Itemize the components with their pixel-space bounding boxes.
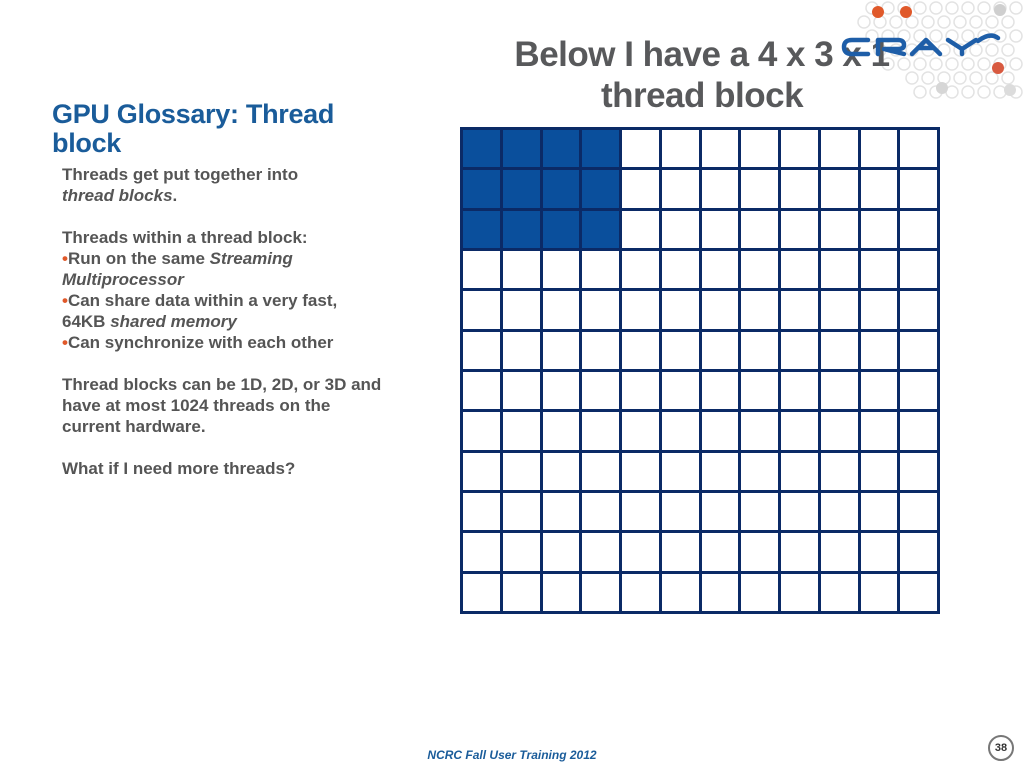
thread-cell	[900, 251, 937, 288]
thread-cell	[463, 574, 500, 611]
thread-cell	[543, 493, 580, 530]
thread-cell	[821, 533, 858, 570]
thread-cell	[543, 574, 580, 611]
thread-cell	[702, 372, 739, 409]
thread-cell	[781, 291, 818, 328]
thread-cell	[662, 412, 699, 449]
thread-cell	[741, 533, 778, 570]
thread-cell	[582, 332, 619, 369]
thread-cell	[781, 170, 818, 207]
thread-cell	[781, 332, 818, 369]
heading-line-2: thread block	[600, 76, 804, 115]
thread-cell	[463, 412, 500, 449]
cray-logo	[838, 30, 1002, 70]
thread-cell	[662, 332, 699, 369]
thread-cell	[781, 453, 818, 490]
thread-cell	[662, 533, 699, 570]
thread-cell	[463, 251, 500, 288]
thread-cell	[702, 533, 739, 570]
thread-cell	[662, 453, 699, 490]
thread-cell	[463, 372, 500, 409]
thread-cell	[741, 574, 778, 611]
thread-cell-in-block	[463, 170, 500, 207]
paragraph-dimensions: Thread blocks can be 1D, 2D, or 3D and have at most 1024 threads on the current hardware.	[62, 375, 382, 436]
thread-cell	[781, 412, 818, 449]
thread-cell-in-block	[582, 170, 619, 207]
thread-cell	[821, 332, 858, 369]
thread-cell	[622, 412, 659, 449]
thread-cell	[622, 211, 659, 248]
thread-cell	[463, 291, 500, 328]
thread-cell	[543, 453, 580, 490]
thread-cell	[543, 533, 580, 570]
thread-cell	[622, 372, 659, 409]
thread-cell-in-block	[582, 130, 619, 167]
thread-cell	[781, 130, 818, 167]
thread-cell	[861, 533, 898, 570]
thread-cell	[821, 211, 858, 248]
thread-cell	[582, 453, 619, 490]
thread-cell	[582, 251, 619, 288]
thread-cell	[503, 493, 540, 530]
thread-cell	[781, 493, 818, 530]
thread-cell	[622, 332, 659, 369]
bullet-item: •Can share data within a very fast, 64KB shared memory	[62, 291, 338, 331]
thread-cell	[503, 453, 540, 490]
paragraph-question: What if I need more threads?	[62, 459, 296, 478]
thread-cell	[861, 251, 898, 288]
thread-cell	[543, 251, 580, 288]
thread-cell	[821, 372, 858, 409]
thread-cell	[543, 291, 580, 328]
thread-cell	[503, 574, 540, 611]
thread-cell	[900, 574, 937, 611]
thread-cell-in-block	[582, 211, 619, 248]
thread-cell	[662, 211, 699, 248]
thread-cell	[900, 291, 937, 328]
thread-cell	[821, 130, 858, 167]
thread-cell-in-block	[543, 170, 580, 207]
thread-cell	[781, 533, 818, 570]
thread-cell	[662, 251, 699, 288]
term-streaming-multiprocessor: Streaming Multiprocessor	[62, 249, 293, 289]
thread-cell	[622, 533, 659, 570]
thread-cell	[662, 291, 699, 328]
thread-cell	[582, 291, 619, 328]
thread-cell	[662, 493, 699, 530]
thread-cell	[781, 574, 818, 611]
paragraph-within-block: Threads within a thread block:	[62, 228, 308, 247]
thread-cell	[503, 332, 540, 369]
thread-cell	[741, 412, 778, 449]
thread-cell-in-block	[503, 170, 540, 207]
thread-cell	[503, 372, 540, 409]
thread-cell	[702, 251, 739, 288]
thread-cell	[463, 332, 500, 369]
thread-cell	[821, 453, 858, 490]
thread-cell	[543, 332, 580, 369]
thread-cell-in-block	[503, 130, 540, 167]
thread-cell	[582, 533, 619, 570]
thread-cell	[702, 130, 739, 167]
thread-cell	[622, 291, 659, 328]
thread-cell	[662, 372, 699, 409]
thread-cell	[622, 251, 659, 288]
thread-cell	[503, 533, 540, 570]
thread-cell	[741, 332, 778, 369]
thread-cell	[741, 211, 778, 248]
thread-cell	[622, 493, 659, 530]
thread-cell	[781, 211, 818, 248]
slide-title: GPU Glossary: Thread block	[52, 99, 335, 158]
thread-cell	[741, 130, 778, 167]
thread-cell-in-block	[543, 211, 580, 248]
term-thread-blocks: thread blocks	[62, 186, 173, 205]
thread-cell	[503, 291, 540, 328]
thread-cell	[662, 130, 699, 167]
thread-cell	[861, 170, 898, 207]
thread-cell	[741, 251, 778, 288]
bullet-item: •Can synchronize with each other	[62, 333, 334, 352]
thread-cell	[861, 211, 898, 248]
thread-cell	[900, 372, 937, 409]
thread-cell	[821, 291, 858, 328]
thread-cell	[702, 211, 739, 248]
bullet-item: •Run on the same Streaming Multiprocessor	[62, 249, 293, 289]
thread-cell	[463, 453, 500, 490]
thread-cell	[662, 170, 699, 207]
thread-cell	[900, 493, 937, 530]
bullet-dot: •	[62, 249, 68, 268]
thread-cell	[861, 574, 898, 611]
thread-cell	[702, 291, 739, 328]
thread-cell	[741, 493, 778, 530]
bullet-dot: •	[62, 333, 68, 352]
thread-cell	[861, 412, 898, 449]
thread-cell	[861, 291, 898, 328]
thread-cell	[463, 493, 500, 530]
thread-cell	[741, 453, 778, 490]
thread-cell	[900, 170, 937, 207]
thread-cell	[662, 574, 699, 611]
thread-grid	[460, 127, 940, 614]
thread-cell	[821, 412, 858, 449]
thread-cell	[861, 453, 898, 490]
term-shared-memory: shared memory	[110, 312, 237, 331]
thread-cell	[582, 412, 619, 449]
paragraph-thread-blocks: Threads get put together into thread blocks.	[62, 165, 299, 205]
thread-cell	[702, 574, 739, 611]
thread-cell	[821, 170, 858, 207]
heading-line-1: Below I have a 4 x 3 x 1	[514, 35, 890, 74]
thread-cell	[702, 493, 739, 530]
thread-cell	[821, 574, 858, 611]
thread-cell	[543, 372, 580, 409]
thread-cell	[741, 372, 778, 409]
thread-cell	[622, 453, 659, 490]
thread-cell	[543, 412, 580, 449]
thread-cell	[821, 493, 858, 530]
thread-cell	[503, 251, 540, 288]
thread-cell	[741, 170, 778, 207]
thread-cell	[702, 170, 739, 207]
thread-cell	[582, 493, 619, 530]
footer-text: NCRC Fall User Training 2012	[427, 748, 597, 762]
thread-cell	[741, 291, 778, 328]
thread-cell	[861, 372, 898, 409]
thread-cell-in-block	[543, 130, 580, 167]
thread-cell-in-block	[463, 211, 500, 248]
thread-cell	[861, 332, 898, 369]
thread-cell	[622, 170, 659, 207]
thread-cell	[503, 412, 540, 449]
thread-cell	[900, 412, 937, 449]
thread-cell	[622, 130, 659, 167]
thread-cell	[900, 211, 937, 248]
thread-cell	[582, 372, 619, 409]
thread-cell	[463, 533, 500, 570]
thread-cell	[702, 412, 739, 449]
thread-cell	[900, 453, 937, 490]
thread-cell	[781, 251, 818, 288]
thread-cell	[900, 332, 937, 369]
thread-cell	[900, 130, 937, 167]
bullet-dot: •	[62, 291, 68, 310]
thread-cell	[861, 130, 898, 167]
thread-cell-in-block	[463, 130, 500, 167]
thread-cell	[861, 493, 898, 530]
thread-cell	[622, 574, 659, 611]
thread-cell	[702, 332, 739, 369]
thread-cell	[821, 251, 858, 288]
thread-cell	[900, 533, 937, 570]
thread-cell	[702, 453, 739, 490]
thread-cell	[582, 574, 619, 611]
thread-cell	[781, 372, 818, 409]
page-number: 38	[988, 735, 1014, 761]
body-text	[62, 164, 382, 479]
thread-cell-in-block	[503, 211, 540, 248]
